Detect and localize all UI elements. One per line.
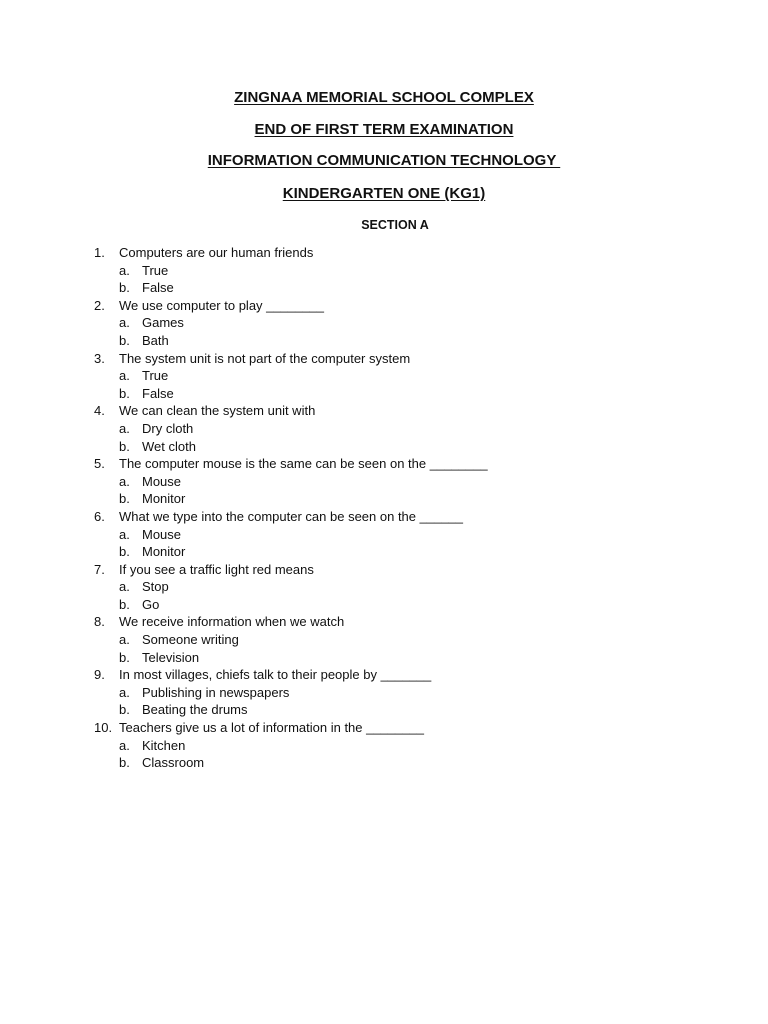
question-number: 3. (94, 350, 105, 366)
question-text: We use computer to play ________ (119, 297, 325, 313)
option-text: Someone writing (142, 632, 239, 648)
option-line (94, 596, 734, 614)
option-text: Dry cloth (142, 420, 194, 436)
option-line (94, 701, 734, 719)
question-number: 5. (94, 456, 105, 472)
option-text: False (142, 385, 174, 401)
question-line (94, 402, 734, 420)
question-item (94, 561, 734, 614)
option-letter: b. (119, 544, 130, 560)
option-line (94, 420, 734, 438)
option-letter: b. (119, 649, 130, 665)
option-line (94, 543, 734, 561)
option-text: Monitor (142, 491, 186, 507)
question-line (94, 613, 734, 631)
option-text: Kitchen (142, 737, 186, 753)
option-line (94, 649, 734, 667)
question-text: Computers are our human friends (119, 245, 314, 260)
option-letter: a. (119, 262, 130, 278)
option-letter: a. (119, 315, 130, 331)
option-line (94, 490, 734, 508)
option-text: Wet cloth (142, 438, 196, 454)
question-line (94, 244, 734, 262)
question-line (94, 508, 734, 526)
question-line (94, 350, 734, 368)
option-line (94, 279, 734, 297)
question-number: 4. (94, 403, 105, 419)
option-text: Beating the drums (142, 702, 248, 718)
option-letter: a. (119, 526, 130, 542)
question-text: We can clean the system unit with (119, 403, 316, 419)
option-text: False (142, 280, 174, 296)
question-text: We receive information when we watch (119, 614, 345, 630)
option-text: Publishing in newspapers (142, 684, 290, 700)
option-line (94, 473, 734, 491)
option-text: Bath (142, 332, 169, 348)
question-number: 6. (94, 508, 105, 524)
option-letter: a. (119, 737, 130, 753)
option-line (94, 526, 734, 544)
option-letter: a. (119, 579, 130, 595)
question-number: 8. (94, 614, 105, 630)
question-item (94, 508, 734, 561)
school-name-heading: ZINGNAA MEMORIAL SCHOOL COMPLEX (234, 89, 534, 106)
option-line (94, 438, 734, 456)
option-line (94, 367, 734, 385)
question-item (94, 402, 734, 455)
option-line (94, 754, 734, 772)
question-text: What we type into the computer can be seen on the ______ (119, 508, 464, 524)
option-letter: a. (119, 684, 130, 700)
option-letter: b. (119, 280, 130, 296)
question-text: In most villages, chiefs talk to their people by _______ (119, 667, 432, 683)
option-letter: a. (119, 632, 130, 648)
option-letter: b. (119, 755, 130, 771)
question-text: Teachers give us a lot of information in the ________ (119, 720, 424, 736)
question-item (94, 297, 734, 350)
option-letter: b. (119, 596, 130, 612)
question-number: 2. (94, 297, 105, 313)
option-line (94, 332, 734, 350)
option-letter: a. (119, 368, 130, 384)
subject-heading: INFORMATION COMMUNICATION TECHNOLOGY (207, 152, 561, 169)
option-text: Classroom (142, 755, 205, 771)
question-line (94, 719, 734, 737)
option-letter: b. (119, 491, 130, 507)
option-letter: a. (119, 420, 130, 436)
option-line (94, 314, 734, 332)
option-line (94, 262, 734, 280)
question-number: 1. (94, 245, 105, 260)
option-text: Stop (142, 579, 169, 595)
option-text: Television (142, 649, 200, 665)
option-line (94, 631, 734, 649)
option-line (94, 385, 734, 403)
option-line (94, 737, 734, 755)
question-text: The computer mouse is the same can be seen on the ________ (119, 456, 488, 472)
question-list (94, 244, 734, 772)
exam-title-heading: END OF FIRST TERM EXAMINATION (254, 121, 514, 138)
question-line (94, 455, 734, 473)
option-text: True (142, 262, 169, 278)
class-heading: KINDERGARTEN ONE (KG1) (282, 185, 486, 202)
option-text: Mouse (142, 526, 182, 542)
question-item (94, 666, 734, 719)
option-text: Mouse (142, 473, 182, 489)
option-letter: b. (119, 438, 130, 454)
option-text: Go (142, 596, 160, 612)
option-letter: b. (119, 332, 130, 348)
question-line (94, 297, 734, 315)
question-text: If you see a traffic light red means (119, 561, 314, 577)
option-letter: b. (119, 702, 130, 718)
question-item (94, 613, 734, 666)
question-item (94, 244, 734, 297)
option-text: Games (142, 315, 184, 331)
question-line (94, 666, 734, 684)
option-text: True (142, 368, 169, 384)
option-letter: a. (119, 473, 130, 489)
question-line (94, 561, 734, 579)
question-text: The system unit is not part of the computer system (119, 350, 411, 366)
question-number: 9. (94, 667, 105, 683)
question-item (94, 350, 734, 403)
option-line (94, 578, 734, 596)
option-text: Monitor (142, 544, 186, 560)
section-label: SECTION A (361, 218, 429, 232)
question-item (94, 719, 734, 772)
question-number: 10. (94, 720, 113, 736)
question-number: 7. (94, 561, 105, 577)
option-letter: b. (119, 385, 130, 401)
option-line (94, 684, 734, 702)
question-item (94, 455, 734, 508)
